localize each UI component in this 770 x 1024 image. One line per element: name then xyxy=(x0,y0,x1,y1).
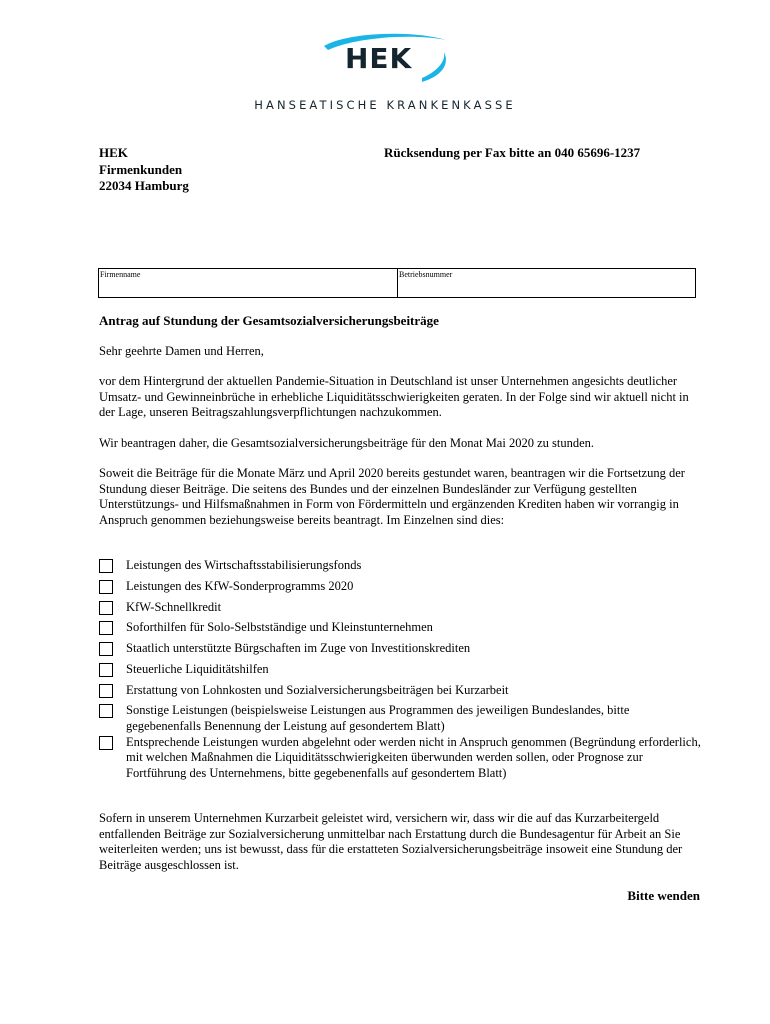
checklist-item-label: Sonstige Leistungen (beispielsweise Leistungen aus Programmen des jeweiligen Bundeslandes, bitte gegebenenfalls Benennung der Leistung auf gesondertem Blatt) xyxy=(126,703,630,734)
checklist-item-label: Erstattung von Lohnkosten und Sozialversicherungsbeiträgen bei Kurzarbeit xyxy=(126,682,509,697)
company-number-label: Betriebsnummer xyxy=(399,270,453,279)
checkbox[interactable] xyxy=(99,684,113,698)
support-measures-checklist xyxy=(99,558,705,781)
paragraph: Soweit die Beiträge für die Monate März und April 2020 bereits gestundet waren, beantragen wir die Fortsetzung der Stundung dieser Beiträge. Die seitens des Bundes und der einzelnen Bundesländer zur Verfügung gestellten Unterstützungs- und Hilfsmaßnahmen in Form von Fördermitteln und ergänzenden Krediten haben wir vorrangig in Anspruch genommen beziehungsweise bereits beantragt. Im Einzelnen sind dies: xyxy=(99,466,685,527)
checklist-item xyxy=(99,579,705,595)
checklist-item-label: Staatlich unterstützte Bürgschaften im Zuge von Investitionskrediten xyxy=(126,641,471,656)
checklist-item-label: Steuerliche Liquiditätshilfen xyxy=(126,661,269,676)
checklist-item-label: Entsprechende Leistungen wurden abgelehnt oder werden nicht in Anspruch genommen (Begründung erforderlich, mit welchen Maßnahmen die Liquiditätsschwierigkeiten überwunden werden sollen, oder Prognose zur Fortführung des Unternehmens, bitte gegebenenfalls auf gesondertem Blatt) xyxy=(126,734,701,780)
paragraph: vor dem Hintergrund der aktuellen Pandemie-Situation in Deutschland ist unser Unternehmen angesichts deutlicher Umsatz- und Gewinneinbrüche in erhebliche Liquiditätsschwierigkeiten geraten. In der Folge sind wir aktuell nicht in der Lage, unseren Beitragszahlungsverpflichtungen nachzukommen. xyxy=(99,374,689,420)
checkbox[interactable] xyxy=(99,559,113,573)
company-name-label: Firmenname xyxy=(100,270,141,279)
checklist-item xyxy=(99,735,705,782)
checkbox[interactable] xyxy=(99,601,113,615)
checkbox[interactable] xyxy=(99,621,113,635)
checkbox[interactable] xyxy=(99,580,113,594)
recipient-address xyxy=(99,145,189,195)
checklist-item xyxy=(99,558,705,574)
document-heading: Antrag auf Stundung der Gesamtsozialversicherungsbeiträge xyxy=(99,313,439,328)
salutation: Sehr geehrte Damen und Herren, xyxy=(99,344,264,358)
company-name-field[interactable] xyxy=(99,269,398,297)
address-line: HEK xyxy=(99,145,128,160)
please-turn-note: Bitte wenden xyxy=(627,888,700,903)
checklist-item xyxy=(99,600,705,616)
address-line: 22034 Hamburg xyxy=(99,178,189,193)
address-line: Firmenkunden xyxy=(99,161,183,177)
checklist-item xyxy=(99,662,705,678)
checklist-item-label: Leistungen des Wirtschaftsstabilisierungsfonds xyxy=(126,558,362,572)
company-number-field[interactable] xyxy=(398,269,695,297)
checkbox[interactable] xyxy=(99,704,113,718)
checkbox[interactable] xyxy=(99,663,113,677)
checklist-item xyxy=(99,641,705,657)
logo-wordmark: HEK xyxy=(345,42,413,75)
checklist-item xyxy=(99,683,705,699)
company-fields xyxy=(98,268,696,298)
checklist-item-label: KfW-Schnellkredit xyxy=(126,599,222,614)
logo-subtitle: HANSEATISCHE KRANKENKASSE xyxy=(254,98,516,112)
checklist-item xyxy=(99,703,705,734)
checklist-item-label: Soforthilfen für Solo-Selbstständige und Kleinstunternehmen xyxy=(126,620,433,635)
fax-note: Rücksendung per Fax bitte an 040 65696-1237 xyxy=(384,145,641,160)
checklist-item-label: Leistungen des KfW-Sonderprogramms 2020 xyxy=(126,578,354,593)
hek-logo xyxy=(0,30,770,120)
checklist-item xyxy=(99,620,705,636)
checkbox[interactable] xyxy=(99,642,113,656)
paragraph: Sofern in unserem Unternehmen Kurzarbeit geleistet wird, versichern wir, dass wir die auf das Kurzarbeitergeld entfallenden Beiträge zur Sozialversicherung unmittelbar nach Erstattung durch die Bundesagentur für Arbeit an Sie weiterleiten werden; uns ist bewusst, dass für die erstatteten Sozialversicherungsbeiträge insoweit eine Stundung der Beiträge ausgeschlossen ist. xyxy=(99,811,683,872)
paragraph: Wir beantragen daher, die Gesamtsozialversicherungsbeiträge für den Monat Mai 2020 zu stunden. xyxy=(99,436,595,450)
checkbox[interactable] xyxy=(99,736,113,750)
